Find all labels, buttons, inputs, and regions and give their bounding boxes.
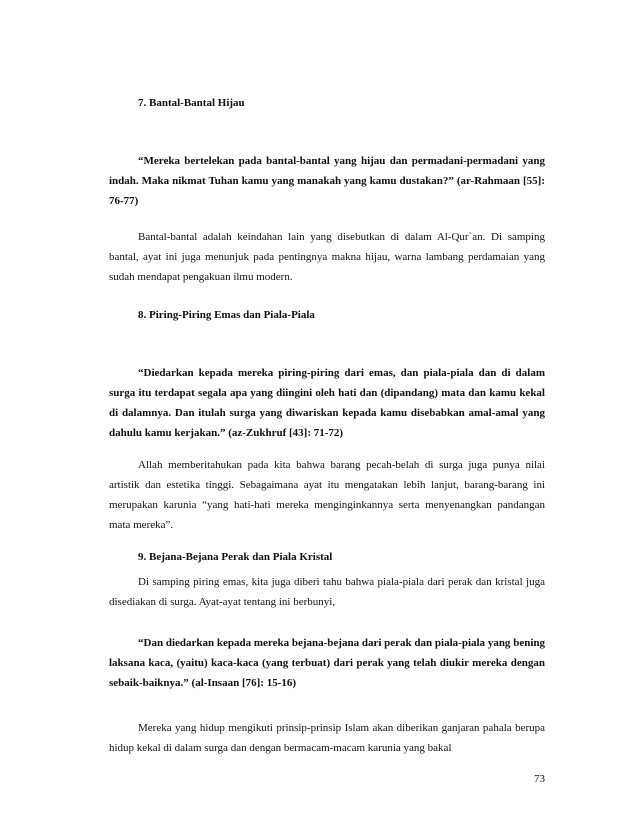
section-9-intro: Di samping piring emas, kita juga diberi tahu bahwa piala-piala dari perak dan kristal juga disediakan di surga. Ayat-ayat tentang ini berbunyi,	[109, 576, 545, 608]
section-8-paragraph: Allah memberitahukan pada kita bahwa barang pecah-belah di surga juga punya nilai artistik dan estetika tinggi. Sebagaimana ayat itu mengatakan lebih lanjut, barang-barang ini merupakan karunia “yang hati-hati mereka menginginkannya serta menyenangkan pandangan mata mereka”.	[109, 459, 545, 531]
page-number: 73	[534, 773, 545, 785]
section-7-paragraph: Bantal-bantal adalah keindahan lain yang disebutkan di dalam Al-Qur`an. Di samping bantal, ayat ini juga menunjuk pada pentingnya makna hijau, warna lambang perdamaian yang sudah mendapat pengakuan ilmu modern.	[109, 231, 545, 283]
section-9-quote: “Dan diedarkan kepada mereka bejana-bejana dari perak dan piala-piala yang bening laksana kaca, (yaitu) kaca-kaca (yang terbuat) dari perak yang telah diukir mereka dengan sebaik-baiknya.” (al-Insaan [76]: 15-16)	[109, 637, 545, 689]
section-8-quote: “Diedarkan kepada mereka piring-piring dari emas, dan piala-piala dan di dalam surga itu terdapat segala apa yang diingini oleh hati dan (dipandang) mata dan kamu kekal di dalamnya. Dan itulah surga yang diwariskan kepada kamu disebabkan amal-amal yang dahulu kamu kerjakan.” (az-Zukhruf [43]: 71-72)	[109, 367, 545, 439]
section-9-paragraph: Mereka yang hidup mengikuti prinsip-prinsip Islam akan diberikan ganjaran pahala berupa hidup kekal di dalam surga dan dengan bermacam-macam karunia yang bakal	[109, 722, 545, 754]
section-7-quote: “Mereka bertelekan pada bantal-bantal yang hijau dan permadani-permadani yang indah. Maka nikmat Tuhan kamu yang manakah yang kamu dustakan?” (ar-Rahmaan [55]: 76-77)	[109, 155, 545, 207]
section-7-heading: 7. Bantal-Bantal Hijau	[138, 97, 245, 109]
section-8-heading: 8. Piring-Piring Emas dan Piala-Piala	[138, 309, 315, 321]
section-9-heading: 9. Bejana-Bejana Perak dan Piala Kristal	[138, 551, 333, 563]
